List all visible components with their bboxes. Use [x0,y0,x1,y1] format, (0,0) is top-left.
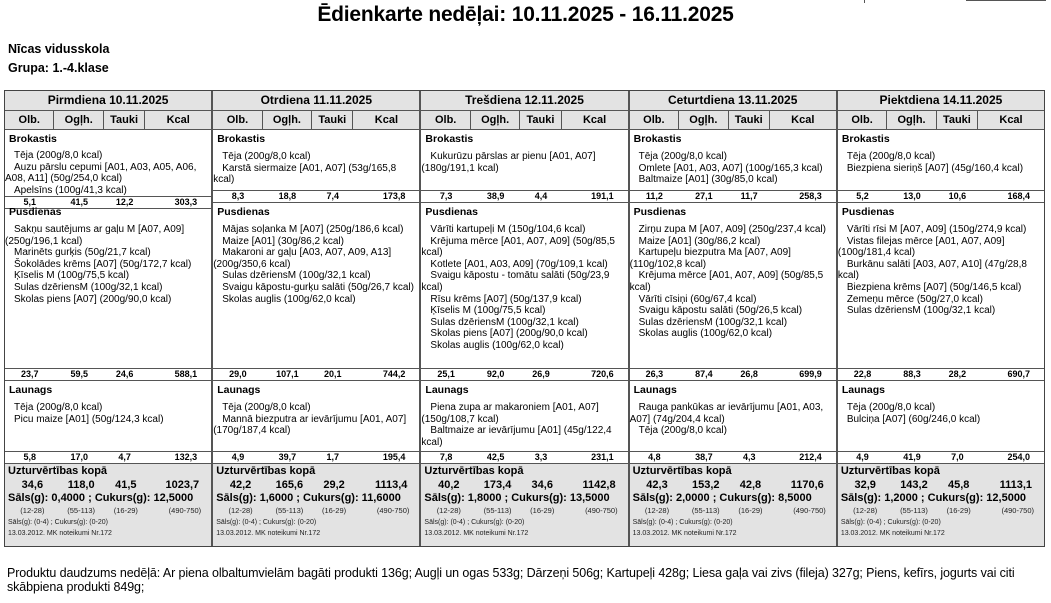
meal-items [5,219,211,368]
column-header-carbs: Ogļh. [54,111,103,129]
range-protein: (12-28) [853,506,878,515]
meal-total-protein: 5,2 [856,191,869,201]
meal-total-protein: 7,8 [439,452,453,462]
meal-totals [630,451,836,464]
meal-section-snack [421,381,627,464]
daily-summary [838,464,1044,546]
meal-section-breakfast [213,130,419,203]
meal-total-carbs: 88,3 [903,369,921,379]
menu-item: Kartupeļu biezputra Ma [A07, A09] (110g/102,8 kcal) [629,247,791,270]
meal-total-kcal: 720,6 [591,369,614,379]
menu-item: Mājas soļanka M [A07] (250g/186,6 kcal) [222,224,404,235]
meal-total-carbs: 13,0 [903,191,921,201]
summary-carbs: 173,4 [483,479,512,491]
meal-items [5,145,211,196]
day-header: Otrdiena 11.11.2025 [213,91,419,111]
meal-total-carbs: 39,7 [278,452,297,462]
summary-kcal: 1023,7 [165,479,200,491]
range-fat: (16-29) [738,506,763,515]
meal-total-carbs: 42,5 [486,452,505,462]
menu-item: Rauga pankūkas ar ievārījumu [A01, A03, A07] (74g/204,4 kcal) [629,402,824,425]
menu-item: Omlete [A01, A03, A07] (100g/165,3 kcal) [638,162,823,174]
nutrient-column-headers [630,111,836,130]
column-header-protein: Olb. [5,111,54,129]
meal-total-protein: 23,7 [20,369,39,379]
meal-total-carbs: 92,0 [486,369,505,379]
meal-total-fat: 4,3 [742,452,756,462]
day-header: Ceturtdiena 13.11.2025 [630,91,836,111]
summary-title: Uzturvērtības kopā [840,465,940,477]
meal-items [838,146,1044,190]
meal-total-protein: 26,3 [645,369,664,379]
daily-summary [213,464,419,546]
range-protein: (12-28) [436,506,461,515]
summary-salt-sugar: Sāls(g): 1,6000 ; Cukurs(g): 11,6000 [216,492,401,504]
meal-total-carbs: 38,7 [695,452,713,462]
meal-section-lunch [213,203,419,381]
summary-protein: 42,2 [229,479,252,491]
menu-item: Baltmaize ar ievārījumu [A01] (45g/122,4 kcal) [421,425,612,448]
menu-item: Baltmaize [A01] (30g/85,0 kcal) [638,174,778,186]
range-carbs: (55-113) [900,506,928,515]
summary-protein: 34,6 [21,479,44,491]
meal-total-carbs: 38,9 [486,191,505,201]
range-carbs: (55-113) [67,506,96,515]
salt-sugar-limits: Sāls(g): (0-4) ; Cukurs(g): (0-20) [8,519,108,526]
meal-total-fat: 7,0 [951,452,964,462]
meal-section-breakfast [421,130,627,203]
meal-total-kcal: 168,4 [1007,191,1030,201]
meal-items [213,219,419,368]
salt-sugar-limits: Sāls(g): (0-4) ; Cukurs(g): (0-20) [632,519,733,526]
menu-item: Sulas dzēriensM (100g/32,1 kcal) [222,270,371,282]
meal-title: Launags [9,384,53,396]
school-name: Nīcas vidusskola [8,42,110,56]
summary-values [841,478,1044,492]
column-header-kcal: Kcal [166,114,190,126]
range-kcal: (490-750) [376,506,410,515]
menu-item: Vārīti rīsi M [A07, A09] (150g/274,9 kcal) [846,224,1027,235]
summary-title: Uzturvērtības kopā [8,465,108,477]
meal-total-kcal: 744,2 [382,369,406,379]
meal-title: Brokastis [425,133,474,145]
menu-item: Šokolādes krēms [A07] (50g/172,7 kcal) [14,258,192,270]
meal-section-lunch [630,203,836,381]
header-decoration-line [966,0,1046,1]
summary-salt-sugar: Sāls(g): 2,0000 ; Cukurs(g): 8,5000 [632,492,812,504]
summary-kcal: 1113,4 [374,479,408,491]
meal-total-carbs: 41,9 [903,452,921,462]
column-header-carbs: Ogļh. [679,111,728,129]
meal-section-snack [630,381,836,464]
meal-section-snack [838,381,1044,464]
summary-values [8,478,211,492]
meal-title: Launags [841,384,885,396]
page-title: Ēdienkarte nedēļai: 10.11.2025 - 16.11.2025 [317,3,734,26]
column-header-kcal: Kcal [791,114,815,126]
menu-item: Biezpiena krēms [A07] (50g/146,5 kcal) [846,281,1022,293]
meal-total-fat: 1,7 [326,452,340,462]
meal-total-carbs: 59,5 [70,369,88,379]
meal-totals [421,451,627,464]
meal-title: Pusdienas [425,206,478,218]
meal-items [838,219,1044,368]
summary-carbs: 118,0 [67,479,95,491]
menu-item: Apelsīns (100g/41,3 kcal) [14,184,127,196]
group-label: Grupa: 1.-4.klase [8,61,109,75]
meal-items [421,397,627,451]
meal-title: Brokastis [633,133,682,145]
meal-items [213,146,419,190]
column-header-fat: Tauki [104,111,145,129]
meal-totals [838,190,1044,203]
meal-total-kcal: 195,4 [382,452,406,462]
menu-item: Tēja (200g/8,0 kcal) [638,425,727,437]
menu-item: Sulas dzēriensM (100g/32,1 kcal) [430,316,579,328]
menu-item: Rīsu krēms [A07] (50g/137,9 kcal) [430,293,582,305]
menu-item: Tēja (200g/8,0 kcal) [638,151,727,162]
meal-items [421,146,627,190]
meal-section-snack [213,381,419,464]
range-carbs: (55-113) [483,506,512,515]
menu-item: Vārīti kartupeļi M (150g/104,6 kcal) [430,224,586,235]
meal-totals [213,451,419,464]
range-kcal: (490-750) [793,506,826,515]
summary-values [633,478,836,492]
meal-items [213,397,419,451]
meal-totals [421,368,627,381]
menu-item: Skolas auglis (100g/62,0 kcal) [222,293,356,305]
meal-total-carbs: 17,0 [70,452,88,462]
day-header: Trešdiena 12.11.2025 [421,91,627,111]
meal-total-kcal: 191,1 [591,191,614,201]
summary-carbs: 165,6 [275,479,304,491]
meal-totals [421,190,627,203]
regulation-reference: 13.03.2012. MK noteikumi Nr.172 [632,530,737,537]
salt-sugar-limits: Sāls(g): (0-4) ; Cukurs(g): (0-20) [216,519,317,526]
meal-total-kcal: 258,3 [799,191,822,201]
meal-title: Pusdienas [633,206,687,218]
menu-item: Zemeņu mērce (50g/27,0 kcal) [846,293,983,305]
summary-title: Uzturvērtības kopā [216,465,316,477]
menu-item: Burkānu salāti [A03, A07, A10] (47g/28,8 kcal) [837,258,1027,282]
menu-item: Maize [A01] (30g/86,2 kcal) [222,235,344,247]
meal-total-protein: 5,1 [23,197,36,208]
summary-salt-sugar: Sāls(g): 1,2000 ; Cukurs(g): 12,5000 [840,492,1027,504]
range-protein: (12-28) [644,506,670,515]
meal-items [838,397,1044,451]
meal-items [630,146,836,190]
column-header-carbs: Ogļh. [887,111,936,129]
menu-item: Skolas auglis (100g/62,0 kcal) [430,339,564,351]
meal-total-protein: 25,1 [437,369,455,379]
meal-total-fat: 26,9 [532,369,550,379]
meal-total-fat: 11,7 [740,191,758,201]
range-carbs: (55-113) [691,506,720,515]
column-header-fat: Tauki [729,111,770,129]
meal-title: Pusdienas [841,206,895,218]
menu-item: Tēja (200g/8,0 kcal) [222,402,311,413]
meal-total-fat: 28,2 [948,369,967,379]
nutrient-column-headers [5,111,211,130]
salt-sugar-limits: Sāls(g): (0-4) ; Cukurs(g): (0-20) [424,519,525,526]
meal-totals [630,190,836,203]
summary-title: Uzturvērtības kopā [632,465,732,477]
meal-total-fat: 10,6 [948,191,967,201]
meal-total-kcal: 303,3 [174,197,198,208]
meal-total-kcal: 254,0 [1007,452,1030,462]
meal-section-lunch [421,203,627,381]
summary-carbs: 153,2 [691,479,720,491]
menu-item: Tēja (200g/8,0 kcal) [14,402,103,413]
menu-item: Svaigu kāpostu salāti (50g/26,5 kcal) [638,305,803,317]
column-header-protein: Olb. [630,111,679,129]
meal-section-breakfast [5,130,211,208]
summary-recommended-ranges [633,505,836,517]
meal-title: Launags [425,384,469,396]
summary-fat: 45,8 [947,479,970,491]
menu-item: Tēja (200g/8,0 kcal) [222,151,311,162]
column-header-fat: Tauki [937,111,978,129]
day-header: Piektdiena 14.11.2025 [838,91,1044,111]
range-fat: (16-29) [113,506,138,515]
meal-total-fat: 7,4 [326,191,340,201]
menu-item: Bulciņa [A07] (60g/246,0 kcal) [846,413,981,425]
meal-total-carbs: 27,1 [695,191,713,201]
menu-item: Zirņu zupa M [A07, A09] (250g/237,4 kcal) [638,224,826,235]
day-column [421,91,629,546]
summary-salt-sugar: Sāls(g): 0,4000 ; Cukurs(g): 12,5000 [8,492,194,504]
meal-title: Brokastis [841,133,890,145]
daily-summary [5,464,211,546]
menu-item: Marinēts gurķis (50g/21,7 kcal) [14,247,151,259]
summary-protein: 40,2 [438,479,460,491]
range-carbs: (55-113) [275,506,304,515]
weekly-menu-table [4,90,1045,547]
meal-total-fat: 24,6 [115,369,134,379]
menu-item: Biezpiena sieriņš [A07] (45g/160,4 kcal) [846,162,1024,174]
meal-totals [5,368,211,381]
day-column [213,91,421,546]
meal-total-kcal: 699,9 [799,369,822,379]
meal-items [421,219,627,368]
summary-recommended-ranges [841,505,1044,517]
summary-protein: 42,3 [646,479,668,491]
menu-item: Ķīselis M (100g/75,5 kcal) [430,305,546,317]
column-header-kcal: Kcal [374,114,399,126]
regulation-reference: 13.03.2012. MK noteikumi Nr.172 [424,530,529,537]
meal-section-breakfast [838,130,1044,203]
summary-fat: 42,8 [739,479,762,491]
summary-values [424,478,627,492]
range-protein: (12-28) [228,506,253,515]
day-column [630,91,838,546]
meal-totals [838,368,1044,381]
daily-summary [421,464,627,546]
menu-item: Kukurūzu pārslas ar pienu [A01, A07] (180g/191,1 kcal) [421,151,596,174]
menu-item: Tēja (200g/8,0 kcal) [846,402,936,413]
meal-total-fat: 3,3 [534,452,548,462]
menu-item: Picu maize [A01] (50g/124,3 kcal) [14,413,164,425]
meal-section-breakfast [630,130,836,203]
column-header-fat: Tauki [312,111,353,129]
summary-title: Uzturvērtības kopā [424,465,524,477]
menu-item: Svaigu kāpostu - tomātu salāti (50g/23,9 kcal) [421,270,610,293]
meal-title: Brokastis [217,133,266,145]
meal-title: Launags [633,384,677,396]
meal-totals [838,451,1044,464]
range-kcal: (490-750) [168,506,202,515]
meal-total-protein: 11,2 [645,191,663,201]
column-header-carbs: Ogļh. [263,111,312,129]
weekly-products-summary: Produktu daudzums nedēļā: Ar piena olbaltumvielām bagāti produkti 136g; Augļi un ogas 533g; Dārzeņi 506g; Kartupeļi 428g; Liesa gaļa vai zivs (fileja) 327g; Piens, kefīrs, jogurts vai citi skābpiena produkti 849g; [7,566,1015,594]
meal-totals [630,368,836,381]
meal-title: Pusdienas [217,206,270,218]
summary-salt-sugar: Sāls(g): 1,8000 ; Cukurs(g): 13,5000 [424,492,610,504]
summary-values [216,478,419,492]
meal-total-protein: 4,8 [648,452,661,462]
summary-protein: 32,9 [854,479,876,491]
meal-total-protein: 4,9 [231,452,245,462]
column-header-protein: Olb. [421,111,470,129]
regulation-reference: 13.03.2012. MK noteikumi Nr.172 [8,530,112,537]
day-column [838,91,1044,546]
meal-total-carbs: 41,5 [70,197,88,208]
meal-title: Pusdienas [9,206,62,218]
menu-item: Sulas dzēriensM (100g/32,1 kcal) [638,316,788,328]
meal-total-protein: 22,8 [853,369,872,379]
column-header-fat: Tauki [520,111,561,129]
range-kcal: (490-750) [585,506,618,515]
meal-total-fat: 20,1 [324,369,342,379]
range-fat: (16-29) [321,506,347,515]
meal-title: Launags [217,384,261,396]
regulation-reference: 13.03.2012. MK noteikumi Nr.172 [216,530,321,537]
menu-item: Tēja (200g/8,0 kcal) [846,151,936,162]
range-fat: (16-29) [530,506,555,515]
meal-total-carbs: 87,4 [695,369,713,379]
menu-item: Vārīti cīsiņi (60g/67,4 kcal) [638,293,757,305]
summary-kcal: 1142,8 [582,479,616,491]
range-protein: (12-28) [20,506,45,515]
menu-item: Skolas piens [A07] (200g/90,0 kcal) [14,293,172,305]
menu-item: Makaroni ar gaļu [A03, A07, A09, A13] (200g/350,6 kcal) [213,247,392,270]
summary-kcal: 1113,1 [999,479,1032,491]
meal-total-protein: 5,8 [23,452,36,462]
nutrient-column-headers [421,111,627,130]
column-header-carbs: Ogļh. [471,111,520,129]
menu-item: Vistas filejas mērce [A01, A07, A09] (100g/181,4 kcal) [837,235,1005,259]
range-fat: (16-29) [946,506,971,515]
menu-item: Skolas auglis (100g/62,0 kcal) [638,328,773,340]
menu-item: Ķīselis M (100g/75,5 kcal) [14,270,130,282]
day-header: Pirmdiena 10.11.2025 [5,91,211,111]
meal-section-lunch [838,203,1044,381]
summary-fat: 29,2 [323,479,345,491]
nutrient-column-headers [838,111,1044,130]
meal-items [630,219,836,368]
summary-recommended-ranges [8,505,211,517]
meal-totals [213,190,419,203]
summary-carbs: 143,2 [900,479,928,491]
summary-recommended-ranges [424,505,627,517]
menu-item: Sulas dzēriensM (100g/32,1 kcal) [14,281,163,293]
meal-total-kcal: 212,4 [799,452,822,462]
range-kcal: (490-750) [1001,506,1034,515]
menu-item: Krējuma mērce [A01, A07, A09] (50g/85,5 kcal) [421,235,615,259]
meal-total-protein: 29,0 [229,369,247,379]
meal-total-fat: 4,7 [118,452,131,462]
meal-total-fat: 26,8 [740,369,758,379]
meal-total-protein: 7,3 [439,191,453,201]
meal-total-protein: 4,9 [856,452,869,462]
meal-section-lunch [5,203,211,381]
menu-item: Tēja (200g/8,0 kcal) [14,150,103,161]
nutrient-column-headers [213,111,419,130]
meal-section-snack [5,381,211,464]
salt-sugar-limits: Sāls(g): (0-4) ; Cukurs(g): (0-20) [840,519,941,526]
meal-title: Brokastis [9,133,57,145]
meal-total-kcal: 173,8 [382,191,406,201]
menu-item: Krējuma mērce [A01, A07, A09] (50g/85,5 kcal) [629,270,824,293]
meal-items [630,397,836,451]
meal-total-protein: 8,3 [231,191,245,201]
meal-total-kcal: 132,3 [174,452,198,462]
meal-totals [5,451,211,464]
meal-total-kcal: 690,7 [1007,369,1030,379]
column-header-protein: Olb. [838,111,887,129]
menu-item: Auzu pārslu cepumi [A01, A03, A05, A06, A08, A11] (50g/254,0 kcal) [5,161,197,185]
regulation-reference: 13.03.2012. MK noteikumi Nr.172 [840,530,945,537]
meal-total-carbs: 18,8 [278,191,297,201]
summary-fat: 41,5 [115,479,137,491]
menu-item: Sakņu sautējums ar gaļu M [A07, A09] (250g/196,1 kcal) [5,224,185,247]
menu-item: Maize [A01] (30g/86,2 kcal) [638,235,761,247]
menu-item: Skolas piens [A07] (200g/90,0 kcal) [430,328,588,340]
daily-summary [630,464,836,546]
meal-total-kcal: 588,1 [174,369,198,379]
meal-total-fat: 4,4 [534,191,548,201]
column-header-kcal: Kcal [582,114,607,126]
day-column [5,91,213,546]
meal-total-fat: 12,2 [115,197,134,208]
meal-totals [213,368,419,381]
meal-total-kcal: 231,1 [591,452,614,462]
column-header-kcal: Kcal [999,114,1023,126]
menu-item: Piena zupa ar makaroniem [A01, A07] (150g/108,7 kcal) [421,402,599,425]
menu-item: Mannā biezputra ar ievārījumu [A01, A07] (170g/187,4 kcal) [213,413,407,437]
menu-item: Karstā siermaize [A01, A07] (53g/165,8 kcal) [213,162,397,186]
meal-total-carbs: 107,1 [276,369,299,379]
menu-item: Kotlete [A01, A03, A09] (70g/109,1 kcal) [430,258,608,270]
menu-item: Sulas dzēriensM (100g/32,1 kcal) [846,305,996,317]
column-header-protein: Olb. [213,111,262,129]
summary-recommended-ranges [216,505,419,517]
summary-kcal: 1170,6 [790,479,824,491]
menu-item: Svaigu kāpostu-gurķu salāti (50g/26,7 kcal) [222,281,414,293]
summary-fat: 34,6 [531,479,553,491]
meal-items [5,397,211,451]
